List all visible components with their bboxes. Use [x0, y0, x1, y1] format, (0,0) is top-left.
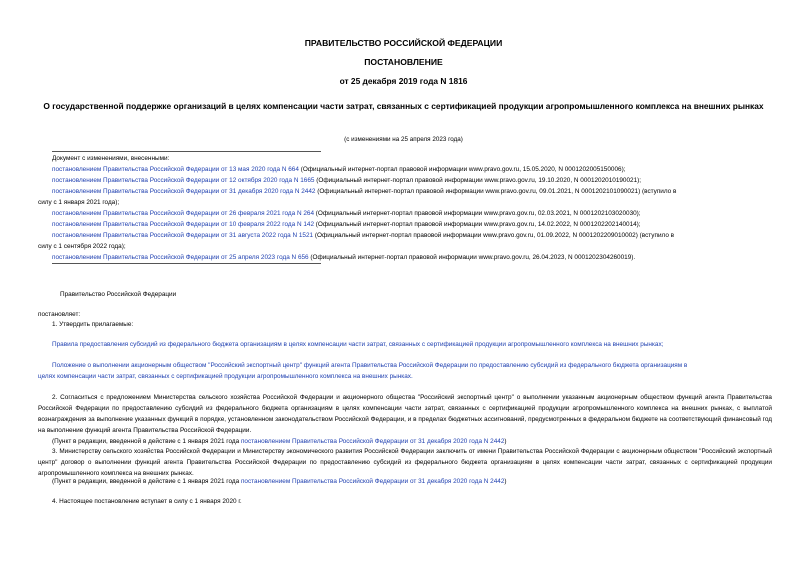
link-rules — [52, 339, 663, 350]
note-3-link[interactable]: постановлением Правительства Российской Федерации от 31 декабря 2020 года N 2442 — [240, 478, 505, 485]
rules-link[interactable]: Правила предоставления субсидий из федерального бюджета организациям в целях компенсации части затрат, связанных с сертификацией продукции агропромышленного комплекса на внешних рынках; — [52, 341, 664, 348]
amendment-details: (Официальный интернет-портал правовой информации www.pravo.gov.ru, 15.05.2020, N 0001202005150006); — [298, 166, 626, 173]
body-government: Правительство Российской Федерации — [60, 291, 177, 298]
paragraph-3: 3. Министерству сельского хозяйства Российской Федерации и Министерству экономического развития Российской Федерации заключить от имени Правительства Российской Федерации с акционерным обществом "Российский экспортный центр" договор о выполнении функций агента Правительства Российской Федерации по предоставлению субсидий из федерального бюджета организациям в целях компенсации части затрат, связанных с сертификацией продукции агропромышленного комплекса на внешних рынках. — [38, 448, 772, 477]
amendment-link[interactable]: постановлением Правительства Российской Федерации от 10 февраля 2022 года N 142 — [52, 221, 315, 228]
amendment-link[interactable]: постановлением Правительства Российской Федерации от 13 мая 2020 года N 664 — [52, 166, 299, 173]
amendment-line — [52, 186, 676, 197]
amendment-line — [52, 208, 641, 219]
note-2: (Пункт в редакции, введенной в действие с 1 января 2021 года постановлением Правительства Российской Федерации от 31 декабря 2020 года N 2442) — [52, 438, 507, 445]
amendment-link[interactable]: постановлением Правительства Российской Федерации от 31 декабря 2020 года N 2442 — [52, 188, 316, 195]
amendment-line — [52, 230, 674, 241]
divider-bottom — [52, 263, 321, 264]
note-2-link[interactable]: постановлением Правительства Российской Федерации от 31 декабря 2020 года N 2442 — [240, 438, 505, 445]
amendment-line — [52, 164, 626, 175]
document-type: ПОСТАНОВЛЕНИЕ — [364, 57, 443, 67]
amendment-line — [52, 219, 641, 230]
amendment-line — [52, 175, 641, 186]
amendments-intro: Документ с изменениями, внесенными: — [52, 155, 170, 162]
divider-top — [52, 151, 321, 152]
amendment-details: (Официальный интернет-портал правовой информации www.pravo.gov.ru, 02.03.2021, N 0001202103020030); — [314, 210, 641, 217]
amendment-link[interactable]: постановлением Правительства Российской Федерации от 31 августа 2022 года N 1521 — [52, 232, 314, 239]
document-title: О государственной поддержке организаций в целях компенсации части затрат, связанных с сертификацией продукции агропромышленного комплекса на внешних рынках — [43, 101, 764, 111]
government-heading: ПРАВИТЕЛЬСТВО РОССИЙСКОЙ ФЕДЕРАЦИИ — [304, 38, 503, 48]
amendment-details-cont: силу с 1 сентября 2022 года); — [38, 243, 126, 250]
body-decrees: постановляет: — [38, 311, 81, 318]
amendment-link[interactable]: постановлением Правительства Российской Федерации от 12 октября 2020 года N 1665 — [52, 177, 315, 184]
document-date-number: от 25 декабря 2019 года N 1816 — [339, 76, 468, 86]
amendment-details-cont: силу с 1 января 2021 года); — [38, 199, 120, 206]
regulation-link-cont[interactable]: целях компенсации части затрат, связанных с сертификацией продукции агропромышленного комплекса на внешних рынках. — [38, 373, 413, 380]
link-regulation-cont — [38, 371, 413, 382]
paragraph-1: 1. Утвердить прилагаемые: — [52, 321, 134, 328]
amendment-line — [52, 252, 635, 263]
amendment-link[interactable]: постановлением Правительства Российской Федерации от 26 февраля 2021 года N 264 — [52, 210, 315, 217]
paragraph-4: 4. Настоящее постановление вступает в силу с 1 января 2020 г. — [52, 498, 242, 505]
amendment-details: (Официальный интернет-портал правовой информации www.pravo.gov.ru, 19.10.2020, N 0001202010190021); — [314, 177, 642, 184]
amendment-details: (Официальный интернет-портал правовой информации www.pravo.gov.ru, 14.02.2022, N 0001202202140014); — [314, 221, 641, 228]
amendment-details: (Официальный интернет-портал правовой информации www.pravo.gov.ru, 09.01.2021, N 0001202101090021) (вступило в — [315, 188, 677, 195]
paragraph-2: 2. Согласиться с предложением Министерства сельского хозяйства Российской Федерации и акционерного общества "Российский экспортный центр" о выполнении указанным акционерным обществом функций агента Правительства Российской Федерации по предоставлению субсидий из федерального бюджета организациям в целях компенсации части затрат, связанных с сертификацией продукции агропромышленного комплекса на внешних рынках, с выплатой вознаграждения за выполнение указанных функций в порядке, установленном законодательством Российской Федерации, и в пределах бюджетных ассигнований, предусмотренных в федеральном бюджете на соответствующий финансовый год на выполнение функций агента Правительства Российской Федерации. — [38, 394, 772, 434]
amendment-details: (Официальный интернет-портал правовой информации www.pravo.gov.ru, 26.04.2023, N 0001202304260019). — [308, 254, 636, 261]
note-3: (Пункт в редакции, введенной в действие с 1 января 2021 года постановлением Правительства Российской Федерации от 31 декабря 2020 года N 2442) — [52, 478, 507, 485]
link-regulation — [52, 360, 687, 371]
amendment-link[interactable]: постановлением Правительства Российской Федерации от 25 апреля 2023 года N 656 — [52, 254, 309, 261]
changes-note: (с изменениями на 25 апреля 2023 года) — [344, 136, 463, 143]
regulation-link[interactable]: Положение о выполнении акционерным обществом "Российский экспортный центр" функций агента Правительства Российской Федерации по предоставлению субсидий из федерального бюджета организациям в — [52, 362, 688, 369]
amendment-details: (Официальный интернет-портал правовой информации www.pravo.gov.ru, 01.09.2022, N 0001202209010002) (вступило в — [313, 232, 675, 239]
